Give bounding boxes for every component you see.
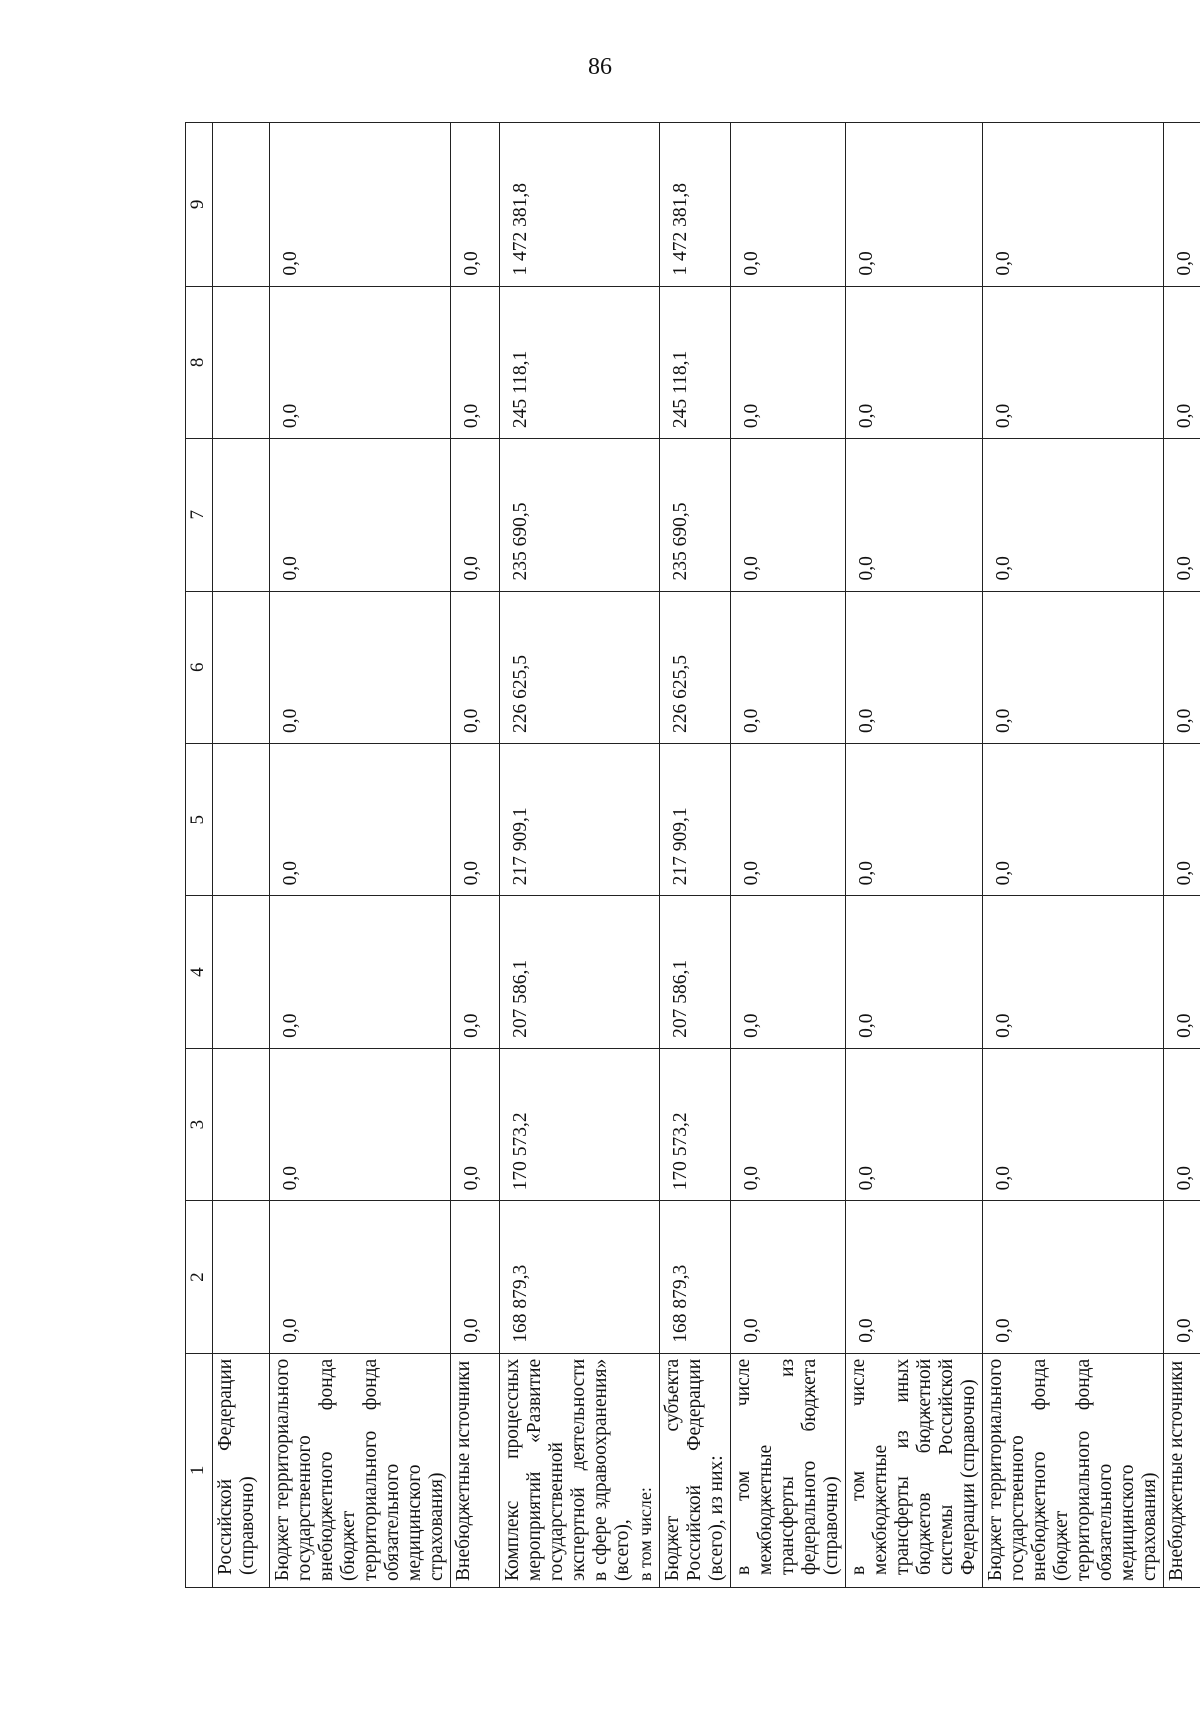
table-row [213, 123, 270, 1588]
table-cell: 0,0 [1164, 896, 1200, 1048]
table-row [731, 123, 846, 1588]
table-row [983, 123, 1164, 1588]
row-label: Бюджет субъекта Российской Федерации (всего), из них: [660, 1353, 731, 1587]
table-cell: 0,0 [270, 743, 451, 895]
table-cell: 0,0 [983, 1048, 1164, 1200]
table-cell: 245 118,1 [500, 286, 660, 438]
table-cell: 0,0 [983, 439, 1164, 591]
table-row [451, 123, 500, 1588]
table-row [660, 123, 731, 1588]
column-header: 9 [186, 123, 213, 287]
table-cell: 0,0 [270, 591, 451, 743]
table-cell: 0,0 [270, 1048, 451, 1200]
table-cell: 207 586,1 [660, 896, 731, 1048]
table-cell: 0,0 [270, 896, 451, 1048]
table-cell: 0,0 [846, 896, 983, 1048]
column-header: 1 [186, 1353, 213, 1587]
table-cell: 168 879,3 [500, 1201, 660, 1353]
budget-table [185, 122, 1200, 1588]
table-cell: 0,0 [983, 896, 1164, 1048]
table-cell: 0,0 [270, 286, 451, 438]
row-label: Бюджет территориального государственного внебюджетного фонда (бюджет территориального фонда обязательного медицинского страхования) [983, 1353, 1164, 1587]
table-cell: 0,0 [983, 123, 1164, 287]
column-header: 5 [186, 743, 213, 895]
table-cell: 0,0 [731, 1048, 846, 1200]
table-cell: 235 690,5 [500, 439, 660, 591]
table-cell: 226 625,5 [660, 591, 731, 743]
table-cell: 0,0 [731, 591, 846, 743]
column-header: 8 [186, 286, 213, 438]
row-label: Внебюджетные источники [1164, 1353, 1200, 1587]
table-cell: 0,0 [983, 1201, 1164, 1353]
table-cell: 168 879,3 [660, 1201, 731, 1353]
table-cell [213, 1048, 270, 1200]
table-cell [213, 743, 270, 895]
table-cell: 0,0 [731, 896, 846, 1048]
row-label: Внебюджетные источники [451, 1353, 500, 1587]
table-cell: 0,0 [451, 439, 500, 591]
column-header: 3 [186, 1048, 213, 1200]
row-label-main: Комплекс процессных мероприятий «Развитие государственной экспертной деятельности в сфере здравоохранения» (всего), [502, 1358, 633, 1581]
row-label: в том числе межбюджетные трансферты из иных бюджетов бюджетной системы Российской Федерации (справочно) [846, 1353, 983, 1587]
table-cell: 0,0 [451, 591, 500, 743]
table-cell: 0,0 [846, 439, 983, 591]
table-header-row [186, 123, 213, 1588]
table-cell [213, 286, 270, 438]
table-cell: 0,0 [846, 286, 983, 438]
table-cell: 0,0 [846, 1201, 983, 1353]
row-label: в том числе межбюджетные трансферты из федерального бюджета (справочно) [731, 1353, 846, 1587]
table-cell [213, 896, 270, 1048]
table-cell: 0,0 [846, 743, 983, 895]
table-cell: 0,0 [451, 896, 500, 1048]
table-cell [213, 591, 270, 743]
table-cell: 245 118,1 [660, 286, 731, 438]
table-cell: 0,0 [1164, 123, 1200, 287]
table-cell: 235 690,5 [660, 439, 731, 591]
table-row [270, 123, 451, 1588]
table-cell: 0,0 [451, 123, 500, 287]
table-cell: 0,0 [451, 1201, 500, 1353]
table-cell: 0,0 [1164, 1048, 1200, 1200]
table-cell: 217 909,1 [660, 743, 731, 895]
table-cell: 207 586,1 [500, 896, 660, 1048]
table-cell [213, 123, 270, 287]
table-cell [213, 1201, 270, 1353]
table-cell: 0,0 [270, 1201, 451, 1353]
table-cell: 217 909,1 [500, 743, 660, 895]
table-cell: 0,0 [983, 743, 1164, 895]
page-number: 86 [588, 54, 612, 80]
table-row [1164, 123, 1200, 1588]
table-cell: 0,0 [731, 1201, 846, 1353]
table-cell: 0,0 [1164, 743, 1200, 895]
row-label: Российской Федерации (справочно) [213, 1353, 270, 1587]
table-cell: 0,0 [1164, 591, 1200, 743]
table-cell: 170 573,2 [660, 1048, 731, 1200]
table-cell: 0,0 [846, 1048, 983, 1200]
table-row [500, 123, 660, 1588]
table-cell: 0,0 [731, 439, 846, 591]
row-label-sub: в том числе: [635, 1487, 655, 1581]
table-cell: 0,0 [731, 123, 846, 287]
table-cell: 1 472 381,8 [500, 123, 660, 287]
table-row [846, 123, 983, 1588]
column-header: 4 [186, 896, 213, 1048]
table-cell: 0,0 [983, 286, 1164, 438]
table-cell: 0,0 [731, 286, 846, 438]
table-cell: 0,0 [270, 439, 451, 591]
table-cell: 1 472 381,8 [660, 123, 731, 287]
column-header: 6 [186, 591, 213, 743]
table-cell: 170 573,2 [500, 1048, 660, 1200]
table-cell: 0,0 [451, 1048, 500, 1200]
table-cell: 226 625,5 [500, 591, 660, 743]
table-cell: 0,0 [846, 591, 983, 743]
table-cell: 0,0 [731, 743, 846, 895]
table-cell: 0,0 [451, 743, 500, 895]
table-cell: 0,0 [1164, 439, 1200, 591]
table-cell: 0,0 [1164, 1201, 1200, 1353]
rotated-table-container [185, 122, 1195, 1588]
column-header: 7 [186, 439, 213, 591]
table-cell: 0,0 [270, 123, 451, 287]
row-label [500, 1353, 660, 1587]
table-cell: 0,0 [983, 591, 1164, 743]
table-cell: 0,0 [451, 286, 500, 438]
table-cell [213, 439, 270, 591]
table-cell: 0,0 [846, 123, 983, 287]
column-header: 2 [186, 1201, 213, 1353]
table-cell: 0,0 [1164, 286, 1200, 438]
row-label: Бюджет территориального государственного внебюджетного фонда (бюджет территориального фонда обязательного медицинского страхования) [270, 1353, 451, 1587]
